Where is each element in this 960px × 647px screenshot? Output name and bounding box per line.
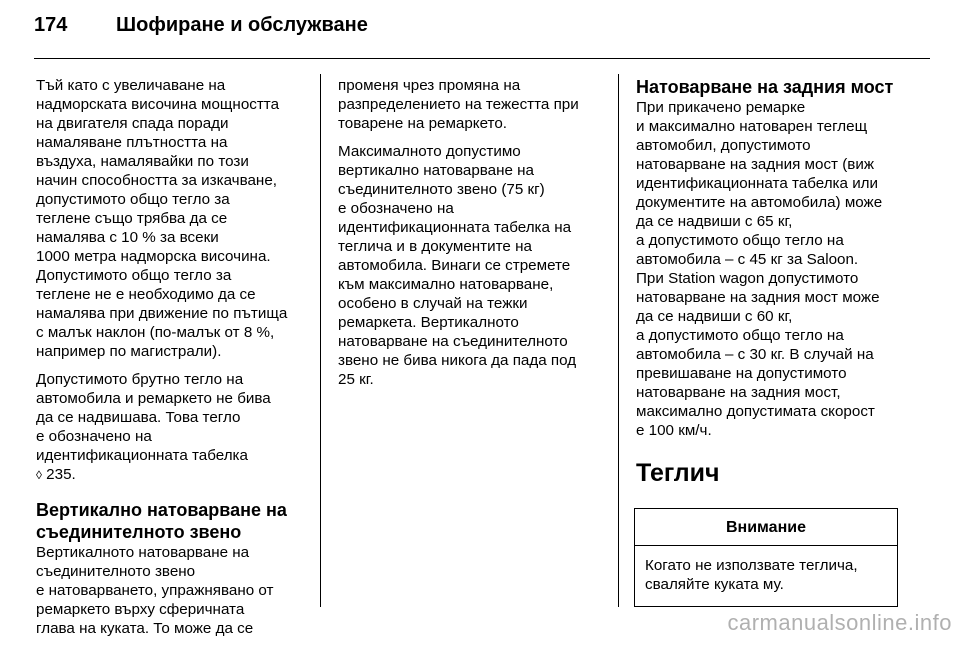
- page-reference-arrow-icon: ◊: [36, 468, 42, 482]
- page-header: [34, 14, 368, 46]
- paragraph-load-distribution: променя чрез промяна на разпределението на тежестта при товарене на ремаркето.: [338, 77, 579, 132]
- paragraph-gross-weight: [36, 370, 306, 485]
- column-left: [36, 76, 306, 647]
- heading-rear-axle-load: Натоварване на задния мост: [636, 77, 894, 97]
- warning-box: [634, 508, 898, 607]
- column-divider: [618, 74, 619, 607]
- header-rule: [34, 58, 930, 59]
- column-divider: [320, 74, 321, 607]
- column-right: [636, 76, 900, 607]
- section-title-towbar: Теглич: [636, 459, 720, 487]
- heading-vertical-load: Вертикално натоварване на съединителното звено: [36, 500, 287, 542]
- column-middle: [338, 76, 604, 398]
- gross-weight-text: Допустимото брутно тегло на автомобила и ремаркето не бива да се надвишава. Това тегло е обозначено на идентификационната табелка: [36, 371, 271, 464]
- paragraph-altitude: Тъй като с увеличаване на надморската височина мощността на двигателя спада поради намаляване плътността на въздуха, намалявайки по този начин способността за изкачване, допустимото общо тегло за теглене също трябва да се намалява с 10 % за всеки 1000 метра надморска височина. Допустимото общо тегло за теглене не е необходимо да се намалява при движение по пътища с малък наклон (по-малък от 8 %, например по магистрали).: [36, 77, 288, 360]
- paragraph-vertical-load: Вертикалното натоварване на съединителното звено е натоварването, упражнявано от ремаркето върху сферичната глава на куката. То може да се: [36, 544, 274, 637]
- page-number: 174: [34, 14, 68, 36]
- page-title: Шофиране и обслужване: [116, 14, 368, 36]
- watermark: carmanualsonline.info: [727, 610, 952, 635]
- paragraph-max-vertical-load: Максималното допустимо вертикално натоварване на съединителното звено (75 кг) е обозначено на идентификационната табелка на теглича и в документите на автомобила. Винаги се стремете към максимално натоварване, особено в случай на тежки ремаркета. Вертикалното натоварване на съединителното звено не бива никога да пада под 25 кг.: [338, 143, 577, 388]
- warning-text: Когато не използвате теглича, сваляйте куката му.: [645, 557, 858, 593]
- page-reference-link[interactable]: 235.: [46, 466, 76, 483]
- warning-title: Внимание: [635, 509, 897, 546]
- paragraph-rear-axle-load: При прикачено ремарке и максимално натоварен теглещ автомобил, допустимото натоварване на задния мост (виж идентификационната табелка или документите на автомобила) може да се надвиши с 65 кг, а допустимото общо тегло на автомобила – с 45 кг за Saloon. При Station wagon допустимото натоварване на задния мост може да се надвиши с 60 кг, а допустимото общо тегло на автомобила – с 30 кг. В случай на превишаване на допустимото натоварване на задния мост, максимално допустимата скорост е 100 км/ч.: [636, 99, 883, 439]
